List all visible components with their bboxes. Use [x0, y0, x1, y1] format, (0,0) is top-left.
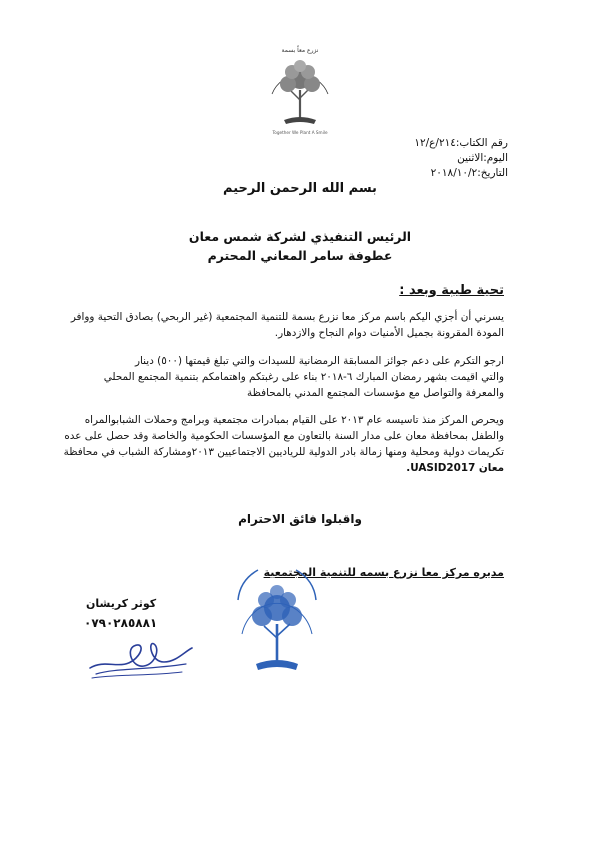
- paragraph-line: والتي اقيمت بشهر رمضان المبارك ٦-٢٠١٨ بناء على رغبتكم واهتمامكم بتنمية المجتمع المحلي: [103, 371, 504, 383]
- paragraph-line: تكريمات دولية ومحلية ومنها زمالة بادر الدولية للرياديين الاجتماعيين ٢٠١٣ومشاركة الشباب في محافظة: [63, 446, 504, 458]
- paragraph-line: والطفل بمحافظة معان على مدار السنة بالتعاون مع المؤسسات الحكومية والخاصة وقد حصل على عده: [64, 430, 504, 442]
- paragraph-line: والمعرفة والتواصل مع مؤسسات المجتمع المدني بالمحافظة: [247, 387, 504, 399]
- signatory-phone: ٠٧٩٠٢٨٥٨٨١: [84, 616, 158, 630]
- logo-subtext: Together We Plant A Smile: [272, 130, 328, 135]
- tree-logo: [262, 38, 338, 138]
- paragraph-line: يسرني أن أجزي اليكم باسم مركز معا نزرع بسمة للتنمية المجتمعية (غير الربحي) بصادق التحية ووافر: [70, 311, 504, 323]
- blue-stamp: [228, 560, 326, 682]
- paragraph-line: ويحرص المركز منذ تاسيسه عام ٢٠١٣ على القيام بمبادرات مجتمعية وبرامج وحملات الشبابوالمراه: [84, 414, 504, 426]
- greeting: تحية طيبة وبعد :: [399, 283, 504, 298]
- signatory-title: مديره مركز معا نزرع بسمه للتنمية المجتمعية: [263, 566, 504, 579]
- letter-day: اليوم:الاثنين: [457, 152, 508, 164]
- recipient-block: [0, 227, 600, 265]
- basmala: بسم الله الرحمن الرحيم: [223, 181, 377, 196]
- signatory-name: كوثر كريشان: [86, 597, 157, 610]
- recipient-name: عطوفة سامر المعاني المحترم: [207, 248, 393, 263]
- paragraph-line: ارجو التكرم على دعم جوائز المسابقة الرمضانية للسيدات والتي تبلغ قيمتها (٥٠٠) دينار: [134, 355, 504, 367]
- paragraph-1: [70, 309, 504, 341]
- recipient-title: الرئيس التنفيذي لشركة شمس معان: [188, 229, 412, 244]
- paragraph-line: معان UASID2017.: [406, 462, 504, 474]
- handwritten-signature: [86, 628, 196, 688]
- closing: واقبلوا فائق الاحترام: [238, 512, 362, 526]
- logo-text: نزرع معاً بسمة: [281, 47, 319, 54]
- paragraph-line: المودة المقرونة بجميل الأمنيات دوام النجاح والازدهار.: [274, 327, 504, 339]
- letter-meta: [318, 136, 508, 181]
- letter-date: التاريخ:٢٠١٨/١٠/٢: [430, 167, 508, 179]
- paragraph-3: [63, 412, 504, 476]
- paragraph-2: [96, 353, 504, 401]
- ref-number: رقم الكتاب:٢١٤/ع/١٢: [414, 137, 508, 149]
